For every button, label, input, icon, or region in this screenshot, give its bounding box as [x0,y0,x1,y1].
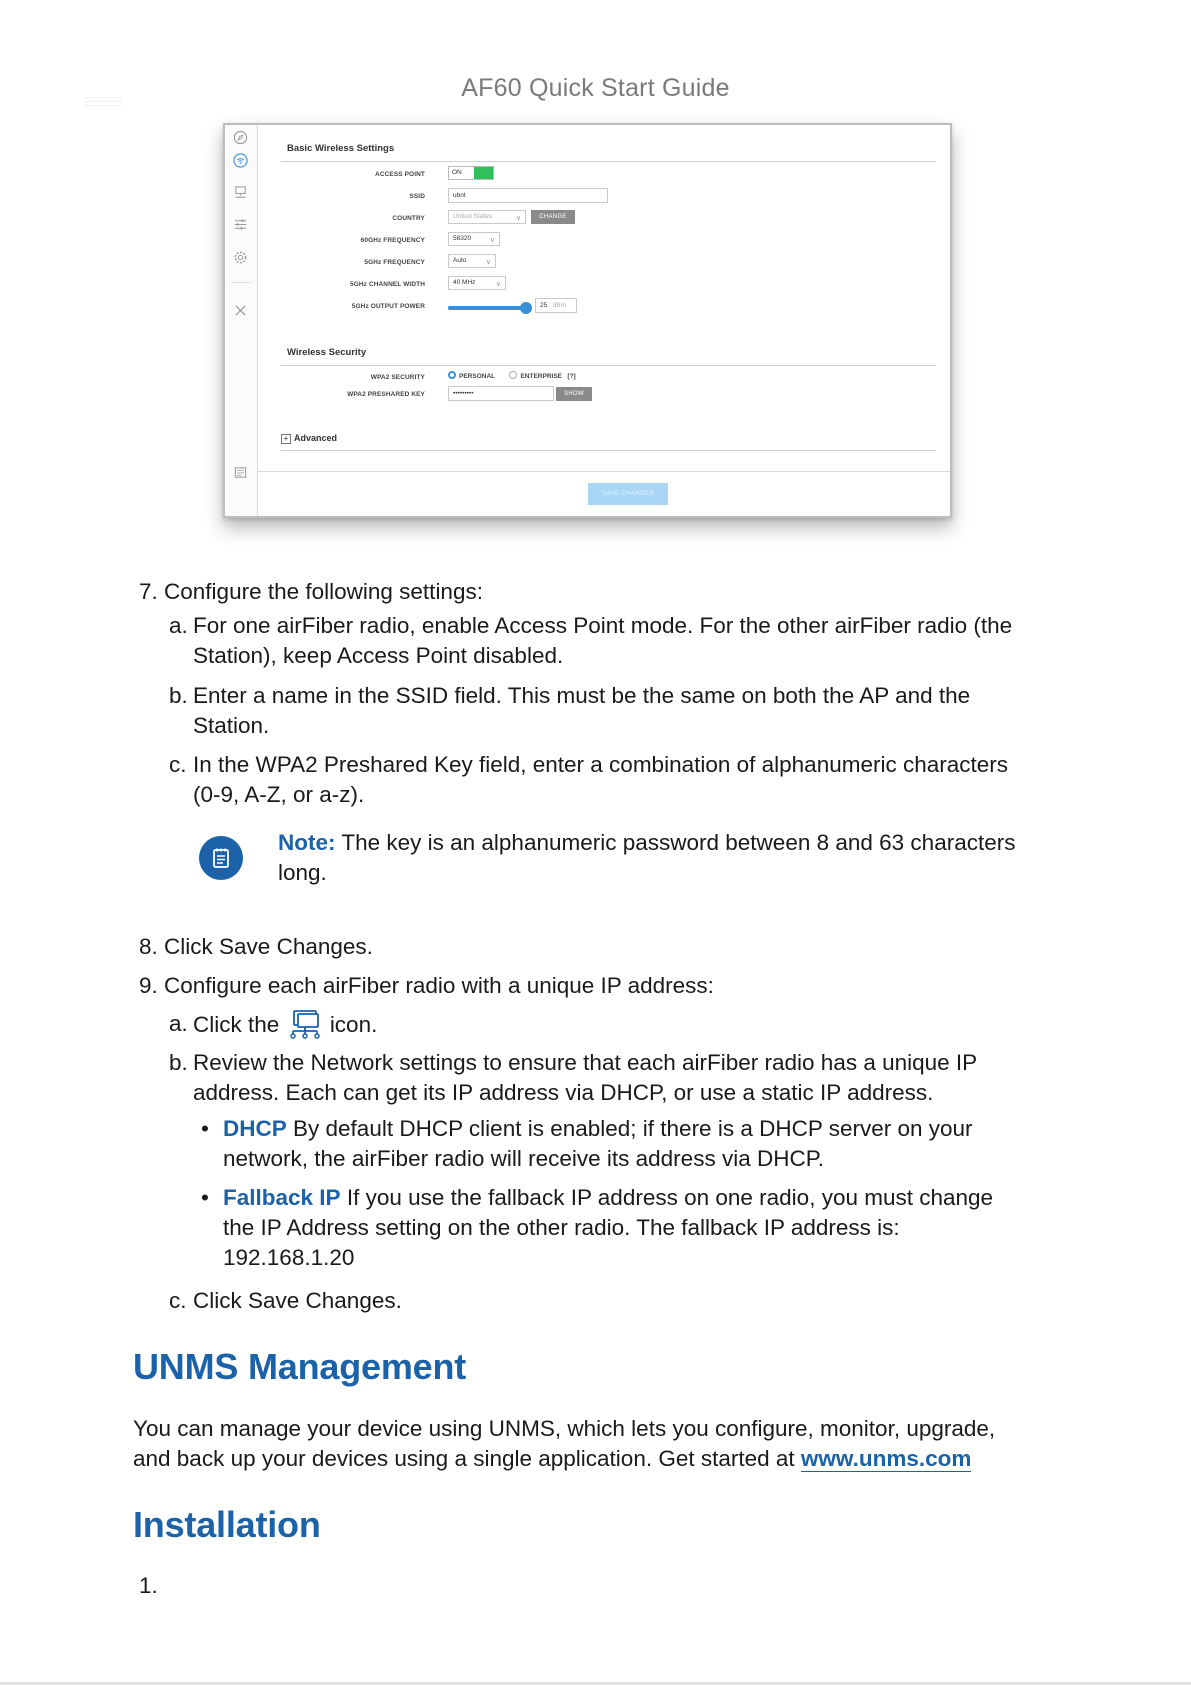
step-9a-num: a. [169,1011,188,1036]
step-7a-num: a. [169,613,188,638]
divider [281,365,936,366]
note-line2: long. [278,860,327,885]
enterprise-radio[interactable]: ENTERPRISE [509,373,562,380]
note-icon [199,836,243,880]
freq60-select[interactable]: 58320 ∨ [448,232,500,246]
step-7b-num: b. [169,683,188,708]
change-country-button[interactable]: CHANGE [531,210,575,224]
basic-settings-title: Basic Wireless Settings [287,143,395,154]
step-8: 8. Click Save Changes. [139,934,373,959]
document-icon[interactable] [233,465,248,480]
network-icon [288,1009,322,1039]
wpa2-radio-group [448,371,576,380]
advanced-toggle[interactable]: + Advanced [281,433,337,444]
fallback-line2: the IP Address setting on the other radio. The fallback IP address is: [223,1215,900,1240]
unms-line1: You can manage your device using UNMS, which lets you configure, monitor, upgrade, [133,1416,996,1441]
unms-heading: UNMS Management [133,1346,467,1387]
screenshot-footer [257,471,950,516]
ssid-input[interactable]: ubnt [448,188,608,203]
ui-screenshot [223,123,952,518]
unms-link[interactable]: www.unms.com [800,1446,972,1471]
step-7a-line1: For one airFiber radio, enable Access Point mode. For the other airFiber radio (the [193,613,1013,638]
step-7c-num: c. [169,752,187,777]
unms-line2: and back up your devices using a single application. Get started at www.unms.com [133,1446,972,1471]
width5-label: 5GHz CHANNEL WIDTH [350,281,425,288]
dhcp-line2: network, the airFiber radio will receive its address via DHCP. [223,1146,825,1171]
step-7b-line2: Station. [193,713,270,738]
step-9a-line: Click the icon. [193,1009,377,1040]
step-9b-line2: address. Each can get its IP address via DHCP, or use a static IP address. [193,1080,934,1105]
psk-input[interactable]: ••••••••• [448,386,554,401]
installation-heading: Installation [133,1504,321,1545]
width5-select[interactable]: 40 MHz ∨ [448,276,506,290]
bullet-dot: • [201,1185,209,1210]
personal-radio[interactable]: PERSONAL [448,373,495,380]
country-select[interactable]: United States ∨ [448,210,526,224]
fallback-ip: 192.168.1.20 [223,1245,355,1270]
wireless-security-title: Wireless Security [287,347,367,358]
bullet-dot: • [201,1116,209,1141]
save-changes-button[interactable]: SAVE CHANGES [588,483,668,505]
step-7c-line1: In the WPA2 Preshared Key field, enter a combination of alphanumeric characters [193,752,1009,777]
show-key-button[interactable]: SHOW [556,387,592,401]
compass-icon[interactable] [233,130,248,145]
country-label: COUNTRY [392,215,425,222]
access-point-toggle[interactable]: ON [448,166,494,180]
step-9c-line: Click Save Changes. [193,1288,402,1313]
icon-rail [225,125,258,516]
installation-step-1: 1. [139,1573,158,1598]
power-slider-knob[interactable] [520,302,532,314]
ssid-label: SSID [409,193,425,200]
step-9b-line1: Review the Network settings to ensure that each airFiber radio has a unique IP [193,1050,978,1075]
power-slider[interactable] [448,306,526,310]
power-input[interactable]: 25 dBm [535,298,577,313]
step-9b-num: b. [169,1050,188,1075]
dhcp-line1: DHCP By default DHCP client is enabled; if there is a DHCP server on your [223,1116,973,1141]
wifi-icon[interactable] [233,153,248,168]
note-line1: Note: The key is an alphanumeric password between 8 and 63 characters [278,830,1016,855]
power5-label: 5GHz OUTPUT POWER [351,303,425,310]
fallback-line1: Fallback IP If you use the fallback IP address on one radio, you must change [223,1185,994,1210]
freq5-label: 5GHz FREQUENCY [364,259,425,266]
step-7c-line2: (0-9, A-Z, or a-z). [193,782,365,807]
step-7b-line1: Enter a name in the SSID field. This must be the same on both the AP and the [193,683,971,708]
wpa2-security-label: WPA2 SECURITY [370,374,425,381]
access-point-label: ACCESS POINT [375,171,425,178]
step-7: 7. Configure the following settings: [139,579,483,604]
plus-box-icon: + [281,434,291,444]
divider [281,161,936,162]
step-9c-num: c. [169,1288,187,1313]
divider [281,450,936,451]
psk-label: WPA2 PRESHARED KEY [347,391,425,398]
freq60-label: 60GHz FREQUENCY [360,237,425,244]
help-icon[interactable]: [?] [567,373,576,380]
page-title: AF60 Quick Start Guide [461,74,730,102]
step-7a-line2: Station), keep Access Point disabled. [193,643,564,668]
freq5-select[interactable]: Auto ∨ [448,254,496,268]
step-9: 9. Configure each airFiber radio with a unique IP address: [139,973,714,998]
